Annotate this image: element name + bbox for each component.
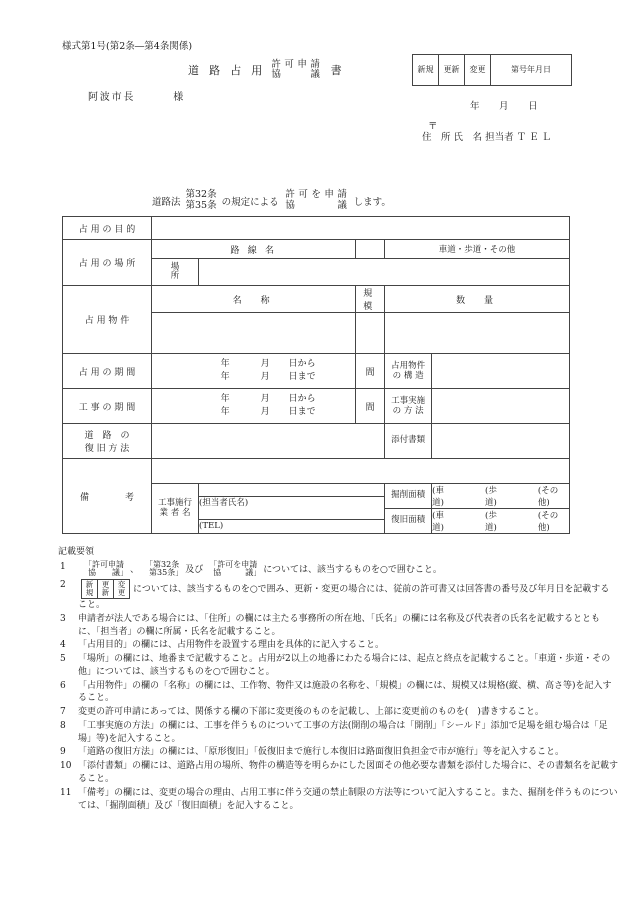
permit-date-day: 日 [543,65,551,74]
field-purpose[interactable] [152,217,570,240]
postal-code-mark[interactable]: 〒 [428,121,438,132]
table-row-restore-method [63,424,570,459]
permit-number-suffix: 号 [519,65,527,74]
label-route: 路 線 名 [152,240,356,259]
filing-date-year: 年 [470,101,480,112]
law-kyogi-2 [310,201,323,212]
label-work-method [385,389,432,424]
law-kyoka-1: 可 [298,189,308,200]
instruction-option-line: 「第32条 [145,559,180,569]
type-change-cell[interactable] [465,55,491,85]
title-kyogi-3: 議 [310,68,320,80]
field-excavation-area[interactable] [432,484,570,509]
label-structure [385,354,432,389]
title-sho-text: 書 [330,63,342,77]
title-kyoka-0: 許 [271,59,281,70]
instruction-item [58,787,618,813]
instruction-text: 「占用物件」の欄の「名称」の欄には、工作物、物件又は施設の名称を、「規模」の欄には、規模又は規格(縦、横、高さ等)を記入すること。 [78,680,612,704]
instruction-option-line: 「許可申請 [84,559,124,569]
applicant-contact-label[interactable]: 担当者 [485,132,514,143]
title-permit-consult-stack [270,60,322,80]
excavation-other: (その他) [537,486,559,508]
form-code: 様式第1号(第2条―第4条関係) [62,41,193,52]
label-occupancy-period: 占 用 の 期 間 [63,354,152,389]
instruction-item [58,613,618,639]
instruction-type-char: 更 [117,588,126,598]
law-article-0: 第32条 [185,189,217,200]
field-work-method[interactable] [432,389,570,424]
instruction-text: 「場所」の欄には、地番まで記載すること。占用が2以上の地番にわたる場合には、起点と終点を記載すること。「車道・歩道・その他」については、該当するものを○で囲むこと。 [78,654,611,677]
work-to-year: 年 [220,407,230,417]
instruction-text-fragment: 、 [130,564,140,575]
permit-number-prefix: 第 [511,65,519,74]
instruction-number: 6 [60,680,66,691]
work-from-year: 年 [220,393,230,404]
instruction-number: 8 [60,720,66,731]
addressee-honorific: 様 [173,92,184,103]
instruction-text: 「添付書類」の欄には、道路占用の場所、物件の構造等を明らかにした図面その他必要な書類を添付した場合に、その書類名を記載すること。 [78,761,619,784]
label-spot-char-1: 所 [170,271,180,281]
label-purpose: 占 用 の 目 的 [63,217,152,240]
occ-from-day: 日から [288,358,316,369]
law-name: 道路法 [152,196,181,208]
field-attachments[interactable] [432,424,570,459]
type-new-char-0: 新 [417,64,426,74]
application-type-box [412,54,572,86]
type-new-cell[interactable] [413,55,439,85]
label-excavation-area: 掘削面積 [385,484,432,509]
field-route[interactable] [356,240,385,259]
title-kyogi-2 [296,70,309,80]
instruction-text: 「工事実施の方法」の欄には、工事を伴うものについて工事の方法(開削の場合は「開削」「シールド」添加で足場を組む場合は「足場」等)を記入すること。 [78,720,608,744]
occ-to-day: 日まで [288,372,316,382]
label-restore-method [63,424,152,459]
instruction-text-fragment: については、該当するものを○で囲むこと。 [263,564,442,575]
document-title [188,60,342,80]
field-remarks[interactable] [152,459,570,484]
instruction-text [78,579,618,612]
table-row-work-period [63,389,570,424]
occ-to-month: 月 [260,372,270,382]
table-row-object-header [63,286,570,313]
applicant-address-label[interactable]: 住 所 [422,132,451,143]
instruction-option-line: 「許可を申請 [209,559,258,569]
law-provision-line [152,190,391,211]
law-kyogi-3 [323,201,336,212]
contractor-person-rule [199,509,384,520]
instruction-type-char: 規 [85,588,94,598]
application-main-table [62,216,570,534]
instruction-item [58,720,618,746]
instruction-text: 「占用目的」の欄には、占用物件を設置する理由を具体的に記入すること。 [78,640,385,651]
instruction-text: 変更の許可申請にあっては、関係する欄の下部に変更後のものを記載し、上部に変更前のものを( )書きすること。 [78,707,544,718]
instruction-item [58,639,618,652]
instruction-type-cell [82,580,98,598]
instruction-number: 7 [60,707,66,718]
instruction-item [58,561,618,578]
label-spot [152,259,199,286]
work-to-day: 日まで [288,407,316,417]
field-contractor[interactable] [199,484,385,534]
addressee-name: 阿波市長 [88,92,136,103]
law-kyogi-4: 議 [337,199,347,211]
instruction-item [58,760,618,786]
law-kyogi-1 [297,201,310,212]
road-type-options[interactable]: 車道・歩道・その他 [385,240,570,259]
title-kyoka-3: 請 [310,59,320,70]
label-object: 占 用 物 件 [63,286,152,354]
field-occupancy-period[interactable] [152,354,356,389]
permit-date-month: 月 [535,65,543,74]
label-place: 占 用 の 場 所 [63,240,152,286]
instruction-option-stack [80,561,128,578]
work-period-kan: 間 [356,389,385,424]
instruction-item [58,579,618,612]
instruction-option-line: 第35条」 [141,568,184,578]
field-restore-method[interactable] [152,424,385,459]
instruction-item [58,706,618,719]
instruction-text [78,561,618,578]
instruction-text-fragment: については、該当するものを○で囲み、更新・変更の場合には、従前の許可書又は回答書の番号及び年月日を記載すること。 [78,584,610,611]
label-restore-line-1: 復 旧 方 法 [84,444,130,454]
instruction-option-stack [141,561,183,578]
title-kyogi-1 [283,70,296,80]
instruction-number: 2 [60,580,66,591]
instruction-type-char: 更 [101,579,110,589]
applicant-name-label[interactable]: 氏 名 [453,132,483,143]
instruction-number: 3 [60,613,66,624]
title-kyoka-2: 申 [297,59,307,70]
law-kyoka-3: 申 [324,189,334,200]
work-from-month: 月 [260,393,270,404]
table-row-remarks-top [63,459,570,484]
applicant-block [422,130,551,145]
label-restoration-area: 復旧面積 [385,509,432,534]
law-articles-stack[interactable] [186,190,217,211]
type-new-char-1: 規 [425,64,434,74]
instruction-text-fragment: 及び [185,564,204,575]
restoration-sidewalk: (歩道) [485,511,497,533]
label-attachments: 添付書類 [385,424,432,459]
instruction-type-char: 新 [85,579,94,589]
field-work-period[interactable] [152,389,356,424]
instruction-number: 5 [60,654,66,665]
instruction-number: 1 [60,561,66,572]
filing-date-day: 日 [528,101,538,112]
contractor-tel-label: (TEL) [199,520,224,531]
law-permit-consult-stack[interactable] [284,190,349,211]
filing-date[interactable] [470,98,554,112]
instruction-type-cell [98,580,114,598]
instruction-text: 申請者が法人である場合には、「住所」の欄には主たる事務所の所在地、「氏名」の欄には名称及び代表者の氏名を記載するとともに、「担当者」の欄に所属・氏名を記載すること。 [78,613,601,637]
label-restore-line-0: 道 路 の [84,431,130,441]
field-object-scale[interactable] [356,313,385,354]
instruction-number: 9 [60,747,66,758]
instruction-number: 11 [60,787,72,798]
filing-date-month: 月 [499,101,509,112]
field-restoration-area[interactable] [432,509,570,534]
type-change-char-1: 更 [477,64,486,74]
instruction-text: 「備考」の欄には、変更の場合の理由、占用工事に伴う交通の禁止制限の方法等について記入すること。また、掘削を伴うものについては、「掘削面積」及び「復旧面積」を記入すること。 [78,787,618,811]
instruction-item [58,680,618,706]
excavation-sidewalk: (歩道) [485,486,497,508]
label-structure-line-0: 占用物件 [391,360,426,371]
instructions-heading: 記載要領 [58,547,95,557]
type-renewal-cell[interactable] [439,55,465,85]
instruction-item [58,653,618,679]
label-contractor [152,484,199,534]
col-object-scale: 規 模 [356,286,385,313]
col-object-qty: 数 量 [385,286,570,313]
label-contractor-line-1: 業 者 名 [159,507,191,518]
instruction-option-line: 協 議」 [205,568,262,578]
instruction-type-char: 新 [101,588,110,598]
law-kyoka-0: 許 [285,189,295,200]
type-renewal-char-1: 新 [451,64,460,74]
addressee [88,88,183,103]
contractor-person-label: (担当者氏名) [199,497,249,508]
label-remarks: 備 考 [63,459,152,534]
field-spot[interactable] [199,259,570,286]
label-structure-line-1: の 構 造 [392,371,424,381]
instructions-list [58,561,618,813]
occ-period-kan: 間 [356,354,385,389]
contractor-name-rule [199,486,384,497]
label-spot-char-0: 場 [170,262,180,273]
law-kyoka-4: 請 [337,189,347,200]
label-work-period: 工 事 の 期 間 [63,389,152,424]
occ-from-month: 月 [260,358,270,369]
work-to-month: 月 [260,407,270,417]
table-row-purpose [63,217,570,240]
permit-date-year: 年 [527,65,535,74]
excavation-roadway: (車道) [432,486,444,508]
instruction-number: 10 [60,761,72,772]
instruction-type-cell [114,580,129,598]
restoration-other: (その他) [537,511,559,533]
label-contractor-line-0: 工事施行 [157,497,192,508]
instructions-section [58,546,618,813]
field-object-qty[interactable] [385,313,570,354]
instruction-option-line: 協 議」 [80,568,128,578]
field-object-name[interactable] [152,313,356,354]
instruction-type-minitable [81,579,130,599]
title-kyoka-1: 可 [284,59,294,70]
law-kyoka-2: を [311,189,321,200]
instruction-number: 4 [60,640,66,651]
law-kyogi-0: 協 [285,199,295,211]
restoration-roadway: (車道) [432,511,444,533]
instruction-type-char: 変 [117,579,126,589]
label-work-method-line-0: 工事実施 [391,395,426,406]
applicant-tel-label[interactable]: Ｔ Ｅ Ｌ [516,132,552,143]
work-from-day: 日から [288,393,316,404]
occ-from-year: 年 [220,358,230,369]
title-kyogi-0: 協 [271,68,281,80]
label-work-method-line-1: の 方 法 [392,406,424,416]
type-change-char-0: 変 [469,64,478,74]
table-row-occupancy-period [63,354,570,389]
instruction-item [58,746,618,759]
law-suffix: します。 [353,196,391,208]
law-by-provision: の規定による [221,196,279,208]
type-renewal-char-0: 更 [443,64,452,74]
title-main-text: 道 路 占 用 [188,63,266,77]
occ-to-year: 年 [220,372,230,382]
instruction-text: 「道路の復旧方法」の欄には、「原形復旧」「仮復旧まで施行し本復旧は路面復旧負担金で市が施行」等を記入すること。 [78,747,565,758]
table-row-route [63,240,570,259]
instruction-option-stack [205,561,261,578]
field-structure[interactable] [432,354,570,389]
law-article-1: 第35条 [185,199,217,211]
permit-number-cell[interactable] [491,55,571,85]
col-object-name: 名 称 [152,286,356,313]
